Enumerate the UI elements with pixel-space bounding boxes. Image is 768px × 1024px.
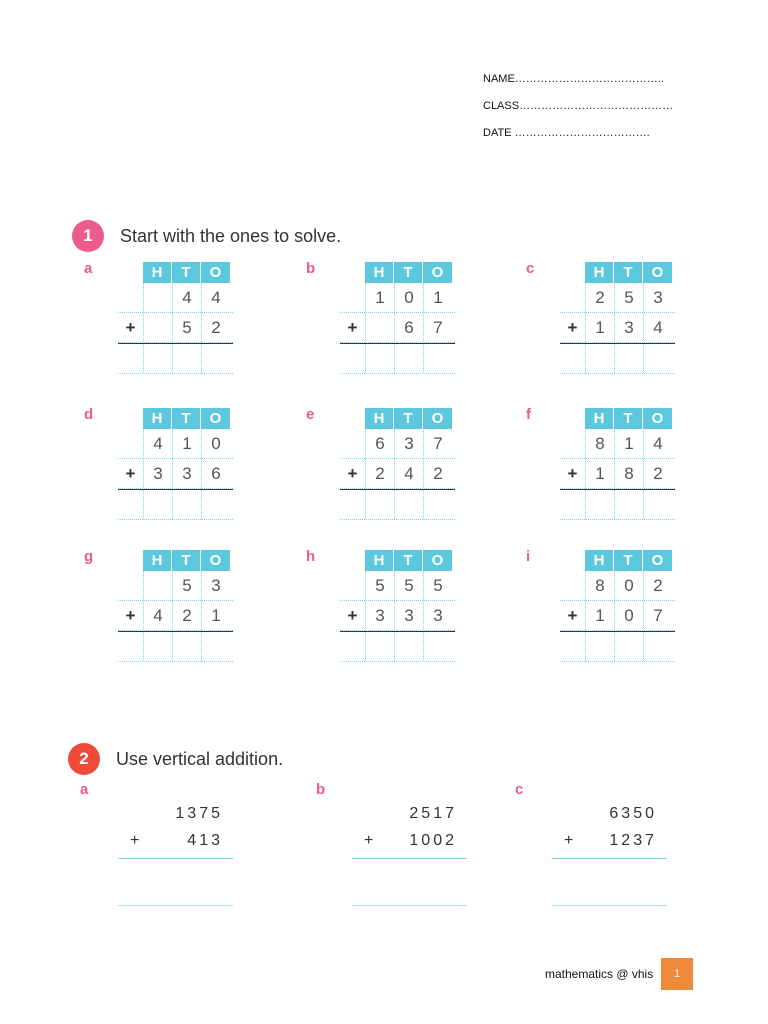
top-digit: 5 [365,571,394,600]
problem-letter: f [526,406,531,423]
student-info [483,70,743,151]
grid-header-blank [340,408,365,429]
top-digit: 1 [423,283,452,312]
section-1-heading [72,220,341,252]
grid-header-cell: H [365,408,394,429]
place-value-grid [118,550,233,662]
place-value-grid [560,550,675,662]
problem-letter: i [526,548,531,565]
answer-cell[interactable] [201,490,230,519]
row-sign [560,490,585,519]
top-number: 2517 [409,805,457,822]
answer-cell[interactable] [423,490,452,519]
top-digit: 8 [585,571,614,600]
bottom-number: 1237 [609,832,657,849]
grid-header-cell: T [172,550,201,571]
answer-line[interactable] [552,905,667,906]
plus-sign: + [347,605,358,625]
bottom-digit: 2 [423,459,452,488]
answer-cell[interactable] [201,344,230,373]
row-sign [560,632,585,661]
row-sign [340,632,365,661]
footer-text: mathematics @ vhis [545,967,654,981]
top-digit: 6 [365,429,394,458]
answer-cell[interactable] [585,344,614,373]
bottom-digit: 2 [172,601,201,630]
row-sign [340,490,365,519]
bottom-digit: 2 [201,313,230,342]
row-sign [118,283,143,312]
bottom-digit: 0 [614,601,643,630]
top-digit: 1 [172,429,201,458]
grid-header-cell: H [143,262,172,283]
bottom-digit: 4 [143,601,172,630]
bottom-digit: 6 [201,459,230,488]
bottom-digit [365,313,394,342]
plus-sign: + [130,832,143,849]
problem-letter: h [306,548,316,565]
page-number: 1 [661,958,693,990]
row-sign [118,490,143,519]
grid-header-cell: T [614,408,643,429]
grid-header-blank [118,262,143,283]
bottom-digit: 8 [614,459,643,488]
answer-cell[interactable] [643,344,672,373]
bottom-digit: 7 [423,313,452,342]
top-digit: 4 [643,429,672,458]
grid-header-cell: H [143,408,172,429]
answer-cell[interactable] [614,344,643,373]
problem-letter: b [306,260,316,277]
bottom-digit [143,313,172,342]
answer-cell[interactable] [172,490,201,519]
bottom-digit: 1 [585,459,614,488]
problem-letter: a [80,781,89,798]
sum-line [118,858,233,859]
answer-line[interactable] [352,905,467,906]
answer-cell[interactable] [143,490,172,519]
top-digit: 7 [423,429,452,458]
answer-line[interactable] [118,905,233,906]
top-number: 6350 [609,805,657,822]
answer-cell[interactable] [585,632,614,661]
plus-sign: + [347,317,358,337]
answer-cell[interactable] [172,632,201,661]
grid-header-blank [118,408,143,429]
plus-sign: + [125,317,136,337]
grid-header-blank [340,262,365,283]
grid-header-blank [340,550,365,571]
grid-header-blank [560,408,585,429]
answer-cell[interactable] [614,632,643,661]
grid-header-cell: O [423,550,452,571]
top-digit: 4 [172,283,201,312]
date-field[interactable]: DATE ………………………………. [483,127,650,139]
grid-header-blank [560,550,585,571]
place-value-grid [118,262,233,374]
answer-cell[interactable] [394,490,423,519]
problem-letter: c [515,781,524,798]
row-sign [118,344,143,373]
grid-header-cell: T [614,550,643,571]
problem-letter: g [84,548,94,565]
plus-sign: + [567,317,578,337]
top-digit: 2 [643,571,672,600]
plus-sign: + [567,605,578,625]
top-digit [143,283,172,312]
row-sign [340,429,365,458]
bottom-digit: 1 [585,601,614,630]
answer-cell[interactable] [643,632,672,661]
sum-line [552,858,667,859]
bottom-digit: 2 [365,459,394,488]
top-number: 1375 [175,805,223,822]
name-field[interactable]: NAME………………………………….. [483,73,664,85]
grid-header-cell: T [614,262,643,283]
top-digit: 0 [614,571,643,600]
top-digit: 3 [643,283,672,312]
answer-cell[interactable] [423,344,452,373]
bottom-digit: 6 [394,313,423,342]
answer-cell[interactable] [201,632,230,661]
grid-header-cell: T [394,408,423,429]
answer-cell[interactable] [614,490,643,519]
bottom-digit: 3 [172,459,201,488]
top-digit: 0 [394,283,423,312]
bottom-digit: 2 [643,459,672,488]
answer-cell[interactable] [423,632,452,661]
row-sign [560,429,585,458]
problem-letter: a [84,260,93,277]
grid-header-cell: T [394,550,423,571]
grid-header-blank [560,262,585,283]
sum-line [352,858,467,859]
place-value-grid [340,262,455,374]
answer-cell[interactable] [143,344,172,373]
row-sign [560,344,585,373]
grid-header-cell: H [365,262,394,283]
row-sign [118,429,143,458]
grid-header-cell: O [643,408,672,429]
problem-letter: b [316,781,326,798]
vertical-addition [552,800,667,906]
plus-sign: + [364,832,377,849]
bottom-digit: 4 [394,459,423,488]
bottom-digit: 1 [201,601,230,630]
top-digit: 0 [201,429,230,458]
plus-sign: + [125,463,136,483]
section-1-title: Start with the ones to solve. [120,225,342,246]
grid-header-cell: O [643,262,672,283]
plus-sign: + [347,463,358,483]
answer-cell[interactable] [143,632,172,661]
section-1-number-badge: 1 [72,220,104,252]
grid-header-cell: O [423,408,452,429]
plus-sign: + [564,832,577,849]
top-digit: 5 [172,571,201,600]
top-digit: 4 [201,283,230,312]
answer-cell[interactable] [394,632,423,661]
bottom-digit: 3 [394,601,423,630]
plus-sign: + [567,463,578,483]
row-sign [340,344,365,373]
row-sign [560,283,585,312]
answer-cell[interactable] [643,490,672,519]
problem-letter: d [84,406,94,423]
problem-letter: e [306,406,315,423]
row-sign [118,632,143,661]
grid-header-cell: O [201,408,230,429]
bottom-number: 413 [187,832,223,849]
row-sign [118,571,143,600]
grid-header-cell: O [201,262,230,283]
top-digit: 5 [423,571,452,600]
problem-letter: c [526,260,535,277]
bottom-digit: 3 [365,601,394,630]
top-digit: 3 [201,571,230,600]
grid-header-cell: H [585,550,614,571]
vertical-addition [352,800,467,906]
row-sign [340,283,365,312]
top-digit: 5 [394,571,423,600]
grid-header-cell: H [585,262,614,283]
grid-header-cell: O [643,550,672,571]
place-value-grid [560,408,675,520]
place-value-grid [340,550,455,662]
grid-header-cell: O [201,550,230,571]
place-value-grid [340,408,455,520]
section-2-heading [68,743,283,775]
top-digit [143,571,172,600]
bottom-number: 1002 [409,832,457,849]
page-footer [545,958,693,990]
bottom-digit: 7 [643,601,672,630]
grid-header-blank [118,550,143,571]
place-value-grid [560,262,675,374]
grid-header-cell: H [365,550,394,571]
grid-header-cell: H [585,408,614,429]
grid-header-cell: T [172,262,201,283]
answer-cell[interactable] [585,490,614,519]
plus-sign: + [125,605,136,625]
top-digit: 5 [614,283,643,312]
bottom-digit: 3 [143,459,172,488]
top-digit: 1 [614,429,643,458]
grid-header-cell: T [172,408,201,429]
answer-cell[interactable] [365,490,394,519]
class-field[interactable]: CLASS…………………………………… [483,100,674,112]
grid-header-cell: O [423,262,452,283]
answer-cell[interactable] [365,344,394,373]
grid-header-cell: H [143,550,172,571]
top-digit: 1 [365,283,394,312]
grid-header-cell: T [394,262,423,283]
section-2-number-badge: 2 [68,743,100,775]
bottom-digit: 3 [614,313,643,342]
row-sign [340,571,365,600]
bottom-digit: 4 [643,313,672,342]
answer-cell[interactable] [365,632,394,661]
answer-cell[interactable] [394,344,423,373]
section-2-title: Use vertical addition. [116,748,284,769]
bottom-digit: 1 [585,313,614,342]
top-digit: 4 [143,429,172,458]
top-digit: 3 [394,429,423,458]
top-digit: 8 [585,429,614,458]
top-digit: 2 [585,283,614,312]
bottom-digit: 3 [423,601,452,630]
row-sign [560,571,585,600]
place-value-grid [118,408,233,520]
vertical-addition [118,800,233,906]
bottom-digit: 5 [172,313,201,342]
answer-cell[interactable] [172,344,201,373]
